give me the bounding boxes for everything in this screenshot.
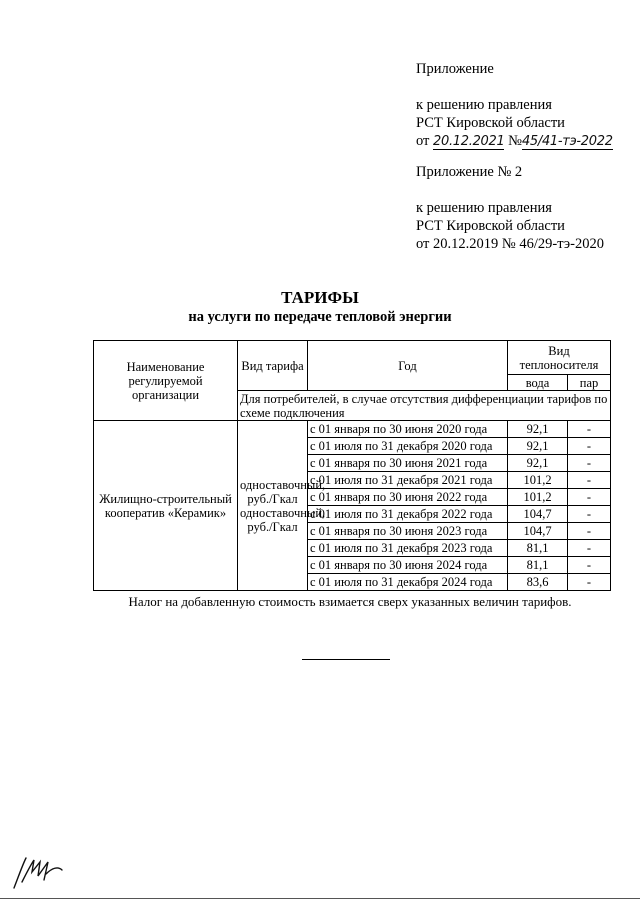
end-divider — [302, 659, 390, 660]
period-cell: с 01 июля по 31 декабря 2021 года — [308, 472, 508, 489]
steam-value: - — [568, 557, 611, 574]
column-header-year: Год — [308, 341, 508, 391]
table-row — [94, 421, 611, 438]
steam-value: - — [568, 540, 611, 557]
number-prefix: № — [508, 133, 522, 149]
decision-date-number: от 20.12.2019 № 46/29-тэ-2020 — [416, 236, 604, 252]
period-cell: с 01 июля по 31 декабря 2024 года — [308, 574, 508, 591]
appendix-title: Приложение — [416, 61, 494, 77]
period-cell: с 01 января по 30 июня 2024 года — [308, 557, 508, 574]
handwritten-number: 45/41-тэ-2022 — [521, 134, 613, 149]
period-cell: с 01 января по 30 июня 2020 года — [308, 421, 508, 438]
steam-value: - — [568, 455, 611, 472]
column-header-organization: Наименование регулируемой организации — [94, 341, 238, 421]
water-value: 81,1 — [508, 557, 568, 574]
steam-value: - — [568, 421, 611, 438]
water-value: 81,1 — [508, 540, 568, 557]
tariffs-table — [93, 340, 611, 591]
steam-value: - — [568, 472, 611, 489]
decision-line: к решению правления — [416, 97, 552, 113]
handwritten-date: 20.12.2021 — [433, 134, 505, 149]
date-number-line — [416, 132, 613, 150]
column-header-water: вода — [508, 375, 568, 391]
water-value: 101,2 — [508, 489, 568, 506]
organization-name: Жилищно-строительный кооператив «Керамик» — [94, 421, 238, 591]
document-title: ТАРИФЫ — [281, 288, 359, 307]
appendix-current-block — [416, 60, 613, 150]
period-cell: с 01 января по 30 июня 2022 года — [308, 489, 508, 506]
period-cell: с 01 января по 30 июня 2021 года — [308, 455, 508, 472]
column-header-steam: пар — [568, 375, 611, 391]
column-header-carrier: Вид теплоносителя — [508, 341, 611, 375]
period-cell: с 01 июля по 31 декабря 2020 года — [308, 438, 508, 455]
period-cell: с 01 января по 30 июня 2023 года — [308, 523, 508, 540]
column-header-tariff-type: Вид тарифа — [238, 341, 308, 391]
steam-value: - — [568, 489, 611, 506]
steam-value: - — [568, 574, 611, 591]
consumers-note: Для потребителей, в случае отсутствия дифференциации тарифов по схеме подключения — [238, 391, 611, 421]
water-value: 83,6 — [508, 574, 568, 591]
appendix-previous-block — [416, 163, 604, 253]
steam-value: - — [568, 506, 611, 523]
water-value: 104,7 — [508, 523, 568, 540]
document-title-block — [0, 288, 640, 326]
document-subtitle: на услуги по передаче тепловой энергии — [188, 309, 452, 325]
steam-value: - — [568, 438, 611, 455]
footer-line — [0, 898, 640, 899]
decision-line: к решению правления — [416, 200, 552, 216]
tariff-type: одноставочный, руб./Гкал одноставочный, руб./Гкал — [238, 421, 308, 591]
water-value: 101,2 — [508, 472, 568, 489]
date-prefix: от — [416, 133, 430, 149]
authority-line: РСТ Кировской области — [416, 115, 565, 131]
period-cell: с 01 июля по 31 декабря 2023 года — [308, 540, 508, 557]
steam-value: - — [568, 523, 611, 540]
period-cell: с 01 июля по 31 декабря 2022 года — [308, 506, 508, 523]
water-value: 92,1 — [508, 438, 568, 455]
appendix-2-title: Приложение № 2 — [416, 164, 523, 180]
vat-note: Налог на добавленную стоимость взимается сверх указанных величин тарифов. — [128, 594, 572, 609]
signature-mark — [10, 852, 70, 892]
water-value: 92,1 — [508, 421, 568, 438]
authority-line: РСТ Кировской области — [416, 218, 565, 234]
water-value: 104,7 — [508, 506, 568, 523]
water-value: 92,1 — [508, 455, 568, 472]
